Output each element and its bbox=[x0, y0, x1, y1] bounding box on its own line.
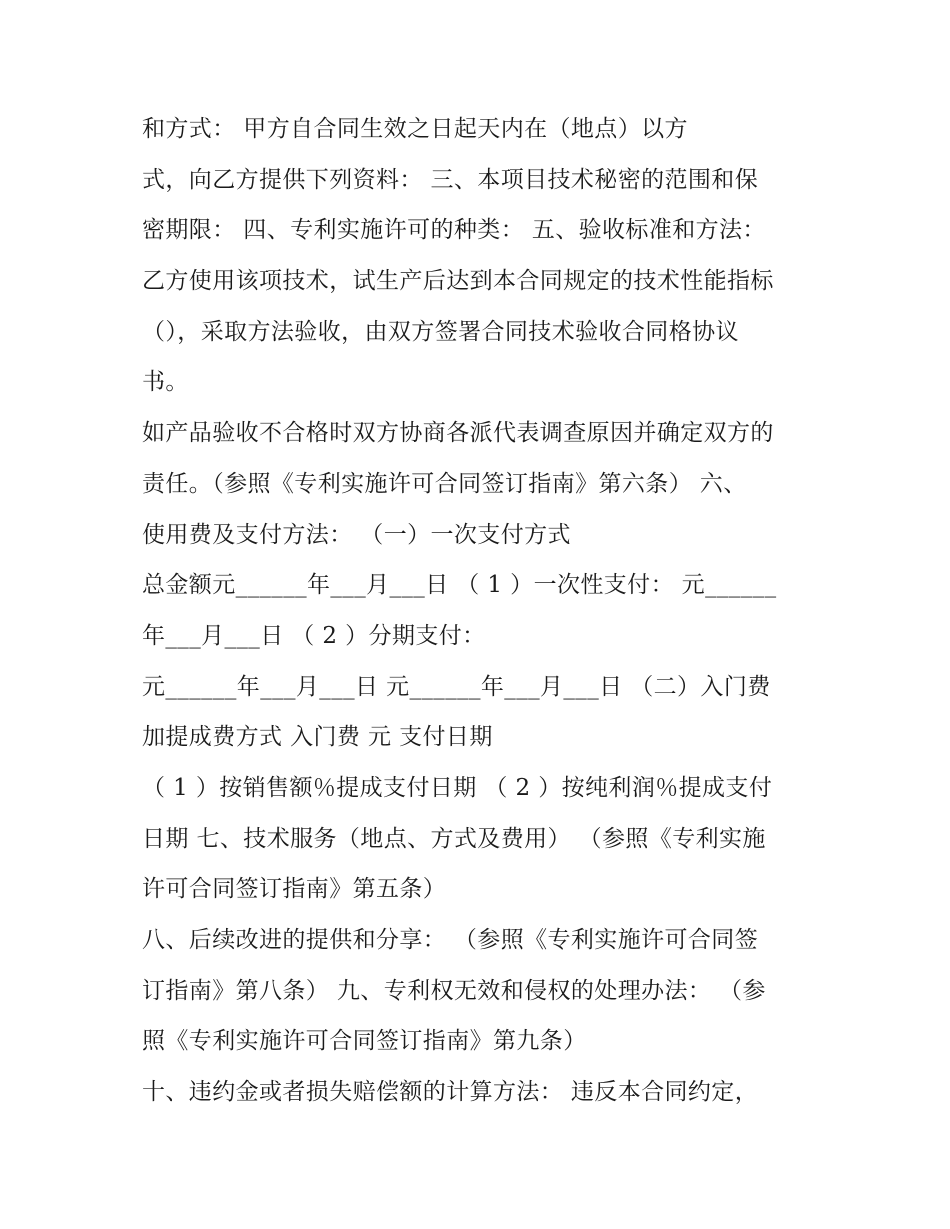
text-line: 元______年___月___日 元______年___月___日 （二）入门费 bbox=[142, 673, 771, 700]
text-line: 总金额元______年___月___日 （ 1 ）一次性支付： 元______ bbox=[142, 572, 777, 599]
text-line: 八、后续改进的提供和分享： （参照《专利实施许可合同签 bbox=[142, 927, 759, 953]
text-line: 如产品验收不合格时双方协商各派代表调查原因并确定双方的 bbox=[142, 420, 774, 447]
text-line: 许可合同签订指南》第五条） bbox=[142, 876, 447, 903]
text-line: 照《专利实施许可合同签订指南》第九条） bbox=[142, 1028, 587, 1055]
text-line: 使用费及支付方法： （一）一次支付方式 bbox=[142, 521, 571, 548]
text-line: （ 1 ）按销售额％提成支付日期 （ 2 ）按纯利润％提成支付 bbox=[142, 774, 773, 801]
text-line: 日期 七、技术服务（地点、方式及费用） （参照《专利实施 bbox=[142, 825, 766, 852]
text-line: 密期限： 四、专利实施许可的种类： 五、验收标准和方法： bbox=[142, 217, 766, 244]
text-line: 年___月___日 （ 2 ）分期支付： bbox=[142, 622, 486, 649]
text-line: 乙方使用该项技术，试生产后达到本合同规定的技术性能指标 bbox=[142, 268, 774, 295]
text-line: 责任。（参照《专利实施许可合同签订指南》第六条） 六、 bbox=[142, 470, 747, 497]
text-line: 订指南》第八条） 九、专利权无效和侵权的处理办法： （参 bbox=[142, 977, 766, 1004]
document-body bbox=[142, 104, 832, 1118]
text-line: 加提成费方式 入门费 元 支付日期 bbox=[142, 724, 493, 751]
text-line: 式，向乙方提供下列资料： 三、本项目技术秘密的范围和保 bbox=[142, 166, 759, 193]
text-line: 和方式： 甲方自合同生效之日起天内在（地点）以方 bbox=[142, 116, 688, 142]
text-line: （），采取方法验收，由双方签署合同技术验收合同格协议 bbox=[142, 318, 739, 345]
text-line: 十、违约金或者损失赔偿额的计算方法： 违反本合同约定， bbox=[142, 1079, 759, 1106]
text-line: 书。 bbox=[142, 369, 189, 396]
